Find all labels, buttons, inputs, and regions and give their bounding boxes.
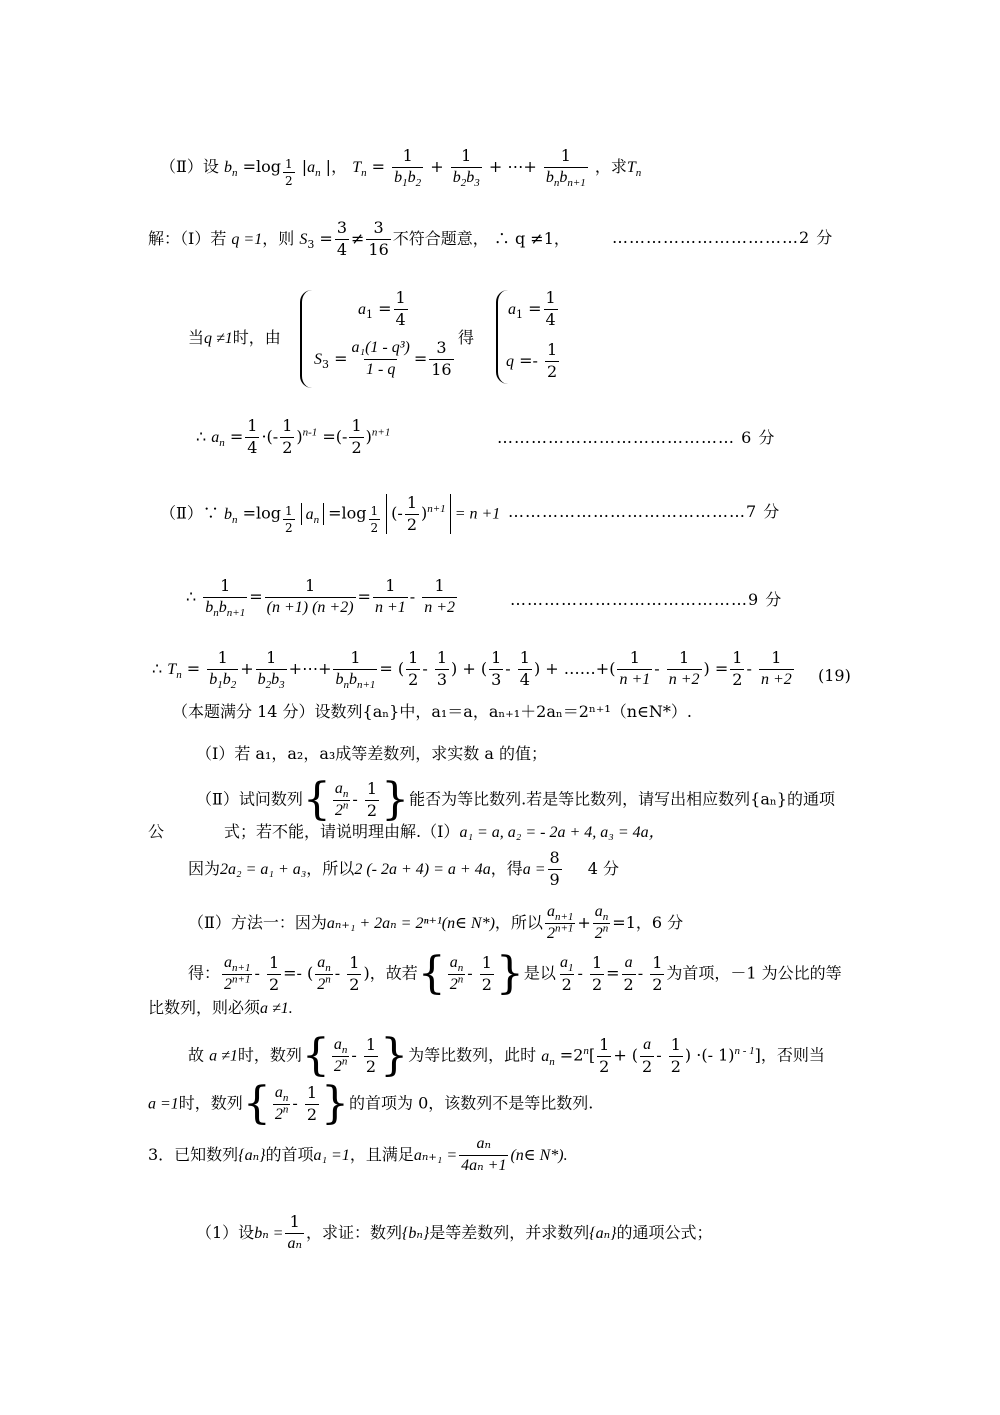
text: a₁(1 - q³) [351, 339, 410, 356]
text: aₙ [287, 1234, 302, 1252]
text: 3 [436, 338, 447, 357]
text: 解：（Ⅰ）若 [148, 228, 227, 248]
text: ，求证：数列 [305, 1222, 402, 1242]
text: {aₙ} [589, 1224, 617, 1242]
text: 1 [395, 288, 406, 307]
system-eq2: $S_3$ = $\frac{\text{a₁(1 - q³)}}{1 - q}$ = $\frac{3}{16}$ [314, 338, 452, 379]
text: 得： [188, 963, 221, 983]
text: ，否则当 [760, 1045, 825, 1065]
problem-19-part-ii: （Ⅱ）试问数列{ $\frac{a_n}{2^n}$ - $\frac{1}{2}$ }能否为等比数列.若是等比数列，请写出相应数列{aₙ}的通项 [196, 774, 835, 825]
text: 3 [336, 218, 348, 237]
part-ii-question: （Ⅱ）设 $b_n =\log$ $_{\frac{1}{2}}$ $|a_n$ |， $T_n$ = $\frac{1}{b_1b_2}$ + $\frac{1}{b_2b_3}$ + ⋯+ $\frac{1}{b_nb_{n+1}}$ ，求$T_n$ [160, 146, 642, 189]
text: 时，数列 [178, 1093, 243, 1113]
system-eq1: $a_1$ = $\frac{1}{4}$ [358, 288, 406, 329]
text: ，且满足 [349, 1144, 414, 1164]
text: a₁ = a, a₂ = - 2a + 4, a₃ = 4a， [459, 824, 665, 841]
text: 3 [373, 218, 384, 237]
text: a ≠1 [209, 1047, 238, 1065]
text: …… [563, 658, 596, 678]
text: 比数列，则必须 [148, 998, 261, 1017]
problem-3-stem [148, 1136, 568, 1175]
text: 为首项，－1 为公比的等 [666, 963, 842, 983]
text: aₙ₊₁ = [413, 1146, 458, 1164]
text: 不符合题意， [392, 228, 489, 248]
text: 为等比数列，此时 [408, 1045, 537, 1065]
score-dots: ……………………………………9 分 [510, 590, 783, 609]
text: ∴ [152, 658, 163, 678]
solution-part-i: 解：（Ⅰ）若 q =1，则 $S_3$ = $\frac{3}{4}$ ≠ $\frac{3}{16}$ 不符合题意， ∴ q ≠1， [148, 218, 570, 259]
condition-line [148, 1000, 293, 1017]
result-q: q =- $\frac{1}{2}$ [506, 340, 558, 381]
text: ，则 [262, 228, 295, 248]
text: 故 [188, 1045, 205, 1065]
text: 16 [368, 239, 389, 259]
text: aₙ₊₁ + 2aₙ = 2ⁿ⁺¹(n∈ N*) [326, 914, 495, 932]
text: （Ⅱ）试问数列 [196, 789, 303, 809]
get-word: 得 [458, 328, 475, 347]
text: 是等差数列，并求数列 [429, 1222, 590, 1242]
text: 的通项公式； [616, 1222, 713, 1242]
conclusion-a-eq-1: a =1时，数列{ $\frac{a_n}{2^n}$ - $\frac{1}{2}$ }的首项为 0，该数列不是等比数列. [148, 1078, 594, 1129]
text: 1 [546, 340, 558, 359]
text: 1 [402, 146, 413, 165]
text: 能否为等比数列.若是等比数列，请写出相应数列{aₙ}的通项 [409, 789, 835, 809]
text: 2 [546, 361, 558, 381]
when-q-ne-1 [188, 330, 281, 347]
left-brace [300, 290, 314, 388]
text: 1 [289, 1212, 300, 1231]
telescoping-term: ∴ $\frac{1}{b_nb_{n+1}}$ = $\frac{1}{(n +1) (n +2)}$ = $\frac{1}{n +1}$ - $\frac{1}{n +2}$ [186, 576, 456, 619]
text: 4 [336, 239, 348, 259]
text: 1 - q [366, 360, 396, 378]
text: 4aₙ +1 [461, 1156, 507, 1174]
text: ∴ [186, 586, 197, 606]
text: (n∈ N*). [510, 1146, 568, 1164]
text: =1 [612, 912, 636, 932]
text: 当 [188, 328, 205, 347]
text: ∴ q ≠1， [493, 228, 570, 248]
text: 的首项为 0，该数列不是等比数列. [349, 1093, 594, 1113]
text: ，所以 [306, 858, 355, 878]
text: 4 分 [587, 858, 619, 878]
text: ，得 [490, 858, 523, 878]
text: 公 [148, 822, 165, 841]
text: ，6 分 [635, 912, 684, 932]
text: 的首项 [265, 1144, 314, 1164]
text: 9 [549, 869, 560, 889]
problem-19-stem: （本题满分 14 分）设数列{aₙ}中，a₁＝a，aₙ₊₁＋2aₙ＝2ⁿ⁺¹（n∈N*）. [172, 702, 693, 721]
text: 8 [549, 848, 560, 867]
method-one: （Ⅱ）方法一：因为aₙ₊₁ + 2aₙ = 2ⁿ⁺¹(n∈ N*)，所以 $\frac{a_{n+1}}{2^{n+1}}$ + $\frac{a_n}{2^n}$ =1，6 分 [188, 903, 684, 942]
text: （Ⅱ）∵ [160, 503, 219, 523]
problem-number: (19) [818, 666, 851, 685]
text: ∴ [196, 426, 207, 446]
bn-formula: （Ⅱ）∵ $b_n =\log$ $_{\frac{1}{2}}$ $a_n =\log$ $_{\frac{1}{2}}$ (- $\frac{1}{2}$ )$^{n+1}$ = n +1 [160, 492, 501, 536]
text: 因为 [188, 858, 221, 878]
score-dots: ……………………………………7 分 [508, 502, 781, 521]
text: 时，数列 [237, 1045, 302, 1065]
text: {aₙ} [238, 1146, 266, 1164]
text: （Ⅱ）设 [160, 156, 219, 176]
text: 2a₂ = a₁ + a₃ [220, 860, 307, 878]
text: （1）设 [196, 1222, 255, 1242]
text: bₙ = [254, 1224, 284, 1242]
text: ，所以 [494, 912, 543, 932]
text: 16 [431, 359, 452, 379]
text: ，求 [594, 156, 627, 176]
text: q ≠1 [204, 330, 233, 347]
part-i-answer [148, 824, 665, 841]
text: = n +1 [454, 505, 501, 523]
text: a ≠1. [260, 1000, 293, 1017]
text: 4 [395, 309, 406, 329]
tn-sum: ∴ $T_n$ = $\frac{1}{b_1b_2}$ + $\frac{1}{b_2b_3}$ +⋯+ $\frac{1}{b_nb_{n+1}}$ = ( $\frac{1}{2}$ - $\frac{1}{3}$ ) + ( $\frac{1}{3}$ - $\frac{1}{4}$ ) + ……+( $\frac{1}{n +1}$ - $\frac{1}{n +2}$ ) = $\frac{1}{2}$ - $\frac{1}{n +2}$ [152, 648, 792, 691]
text: a =1 [148, 1095, 179, 1113]
text: 3．已知数列 [148, 1144, 239, 1164]
text: ，故若 [369, 963, 418, 983]
text: q =1 [231, 230, 263, 248]
score-dots: …………………………………… 6 分 [497, 428, 776, 447]
text: 2 (- 2a + 4) = a + 4a [354, 860, 491, 878]
text: 是以 [523, 963, 556, 983]
text: （Ⅱ）方法一：因为 [188, 912, 327, 932]
text: a₁ =1 [313, 1146, 350, 1164]
text: a = [522, 860, 546, 878]
problem-19-part-i: （Ⅰ）若 a₁，a₂，a₃成等差数列，求实数 a 的值； [196, 744, 547, 763]
text: 式；若不能，请说明理由解.（Ⅰ） [224, 822, 460, 841]
text: 时，由 [232, 328, 281, 347]
solve-a [188, 850, 619, 889]
text: aₙ [476, 1135, 492, 1152]
problem-3-part-1 [196, 1214, 713, 1253]
result-a1: $a_1$ = $\frac{1}{4}$ [508, 288, 556, 329]
score-dots: ……………………………2 分 [612, 228, 834, 247]
geometric-derivation: 得： $\frac{a_{n+1}}{2^{n+1}}$ - $\frac{1}{2}$ =- ( $\frac{a_n}{2^n}$ - $\frac{1}{2}$ )，故若{ $\frac{a_n}{2^n}$ - $\frac{1}{2}$ }是以 $\frac{a_1}{2}$ - $\frac{1}{2}$ = $\frac{a}{2}$ - $\frac{1}{2}$ 为首项，－1 为公比的等 [188, 948, 842, 999]
text: ， [331, 156, 348, 176]
text: {bₙ} [401, 1224, 430, 1242]
an-formula: ∴ $a_n$ = $\frac{1}{4}$ ·(- $\frac{1}{2}$ )$^{n-1}$ =(- $\frac{1}{2}$ )$^{n+1}$ [196, 416, 391, 457]
conclusion-general: 故 a ≠1时，数列{ $\frac{a_n}{2^n}$ - $\frac{1}{2}$ }为等比数列，此时 $a_n =2^n$[ $\frac{1}{2}$ + ( $\frac{a}{2}$ - $\frac{1}{2}$ ) ·(- 1)$^{n - 1}$]，否则当 [188, 1030, 825, 1081]
